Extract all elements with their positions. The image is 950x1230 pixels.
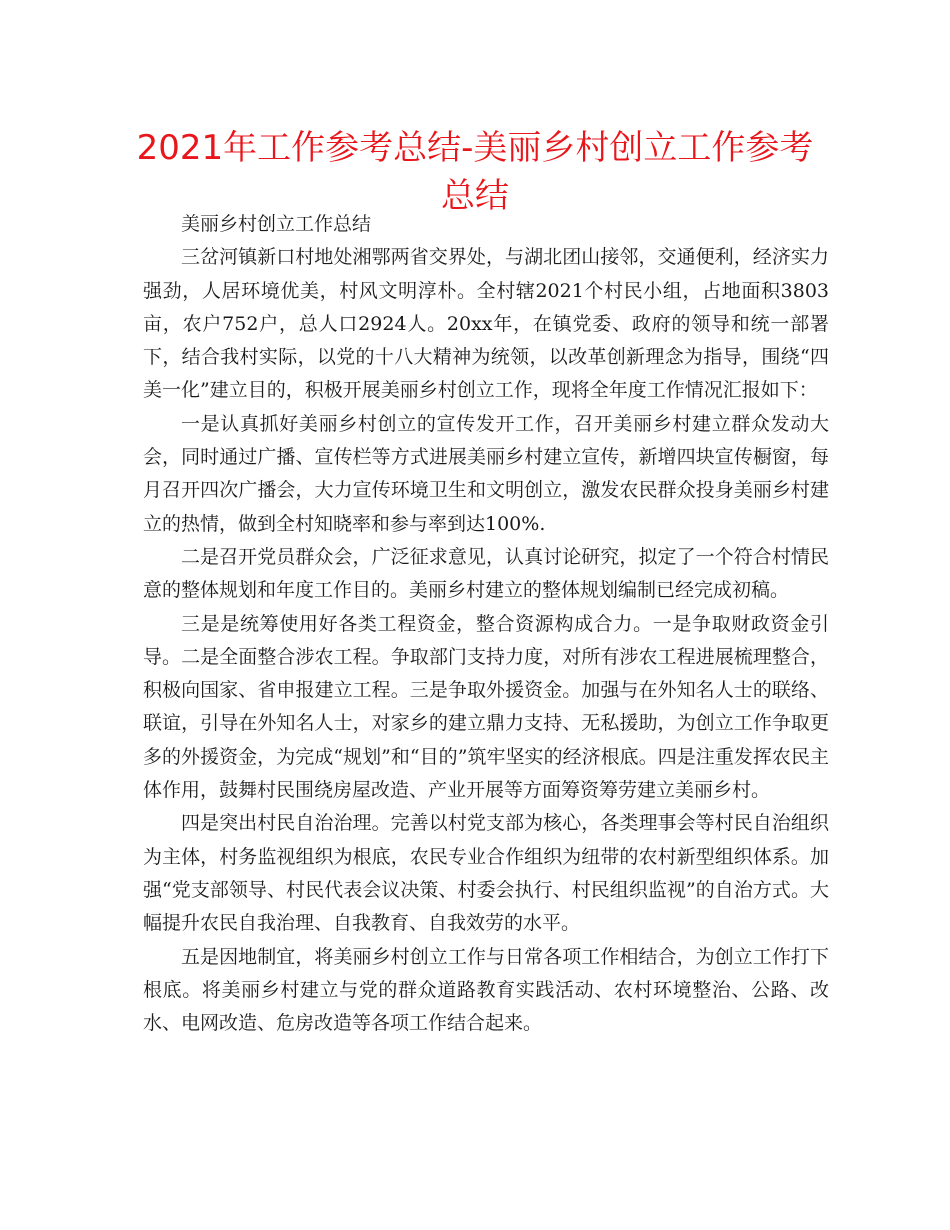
paragraph: 三岔河镇新口村地处湘鄂两省交界处，与湖北团山接邻，交通便利，经济实力强劲，人居环境优美，村风文明淳朴。全村辖2021个村民小组，占地面积3803亩，农户752户，总人口2924人。20xx年，在镇党委、政府的领导和统一部署下，结合我村实际，以党的十八大精神为统领，以改革创新理念为指导，围绕“四美一化”建立目的，积极开展美丽乡村创立工作，现将全年度工作情况汇报如下： [143,246,829,402]
document-subtitle: 美丽乡村创立工作总结 [181,213,372,235]
paragraph: 五是因地制宜，将美丽乡村创立工作与日常各项工作相结合，为创立工作打下根底。将美丽乡村建立与党的群众道路教育实践活动、农村环境整治、公路、改水、电网改造、危房改造等各项工作结合起来。 [143,945,829,1035]
paragraph: 二是召开党员群众会，广泛征求意见，认真讨论研究，拟定了一个符合村情民意的整体规划和年度工作目的。美丽乡村建立的整体规划编制已经完成初稿。 [143,545,829,602]
paragraph: 一是认真抓好美丽乡村创立的宣传发开工作，召开美丽乡村建立群众发动大会，同时通过广播、宣传栏等方式进展美丽乡村建立宣传，新增四块宣传橱窗，每月召开四次广播会，大力宣传环境卫生和文明创立，激发农民群众投身美丽乡村建立的热情，做到全村知晓率和参与率到达100%. [143,412,829,535]
document-body [143,208,829,1040]
paragraph: 三是是统筹使用好各类工程资金，整合资源构成合力。一是争取财政资金引导。二是全面整合涉农工程。争取部门支持力度，对所有涉农工程进展梳理整合，积极向国家、省申报建立工程。三是争取外援资金。加强与在外知名人士的联络、联谊，引导在外知名人士，对家乡的建立鼎力支持、无私援助，为创立工作争取更多的外援资金，为完成“规划”和“目的”筑牢坚实的经济根底。四是注重发挥农民主体作用，鼓舞村民围绕房屋改造、产业开展等方面筹资筹劳建立美丽乡村。 [143,612,829,802]
paragraph: 四是突出村民自治治理。完善以村党支部为核心，各类理事会等村民自治组织为主体，村务监视组织为根底，农民专业合作组织为纽带的农村新型组织体系。加强“党支部领导、村民代表会议决策、村委会执行、村民组织监视”的自治方式。大幅提升农民自我治理、自我教育、自我效劳的水平。 [143,812,829,935]
document-title: 2021年工作参考总结-美丽乡村创立工作参考总结 [136,128,814,216]
